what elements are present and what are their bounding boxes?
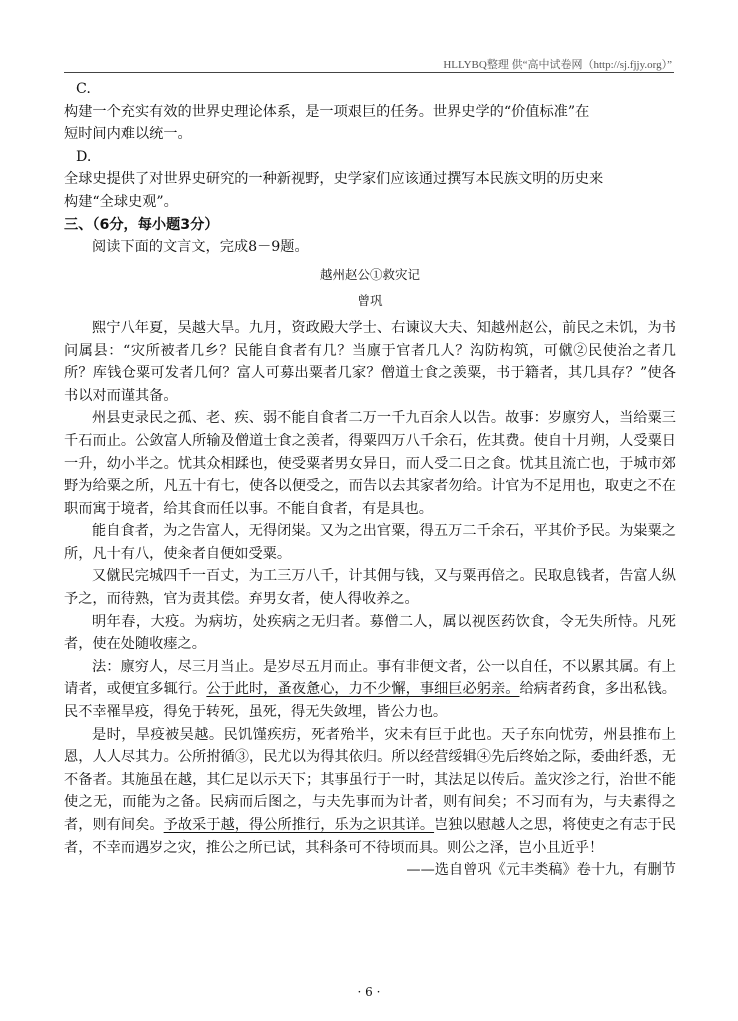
option-c-label: C. (76, 81, 91, 97)
header-divider (64, 72, 674, 73)
paragraph-6-part-a: 法：廪穷人，尽三月当止。是岁尽五月而止。事有非便文者，公一以自任，不以累其属。有上请者，或便宜多辄行。 (64, 658, 676, 698)
section-heading: 三、（6分，每小题3分） (64, 216, 219, 233)
section-intro: 阅读下面的文言文，完成8－9题。 (92, 239, 309, 256)
underlined-sentence-1: 公于此时，蚤夜惫心，力不少懈，事细巨必躬亲。 (206, 681, 520, 698)
paragraph-7-part-a: 是时，旱疫被吴越。民饥馑疾疠，死者殆半，灾未有巨于此也。天子东向忧劳，州县推布上恩，人人尽其力。公所拊循③，民尤以为得其依归。所以经营绥辑④先后终始之际，委曲纤悉，无不备者。其施虽在越，其仁足以示天下；其事虽行于一时，其法足以传后。盖灾沴之行，治世不能使之无，而能为之备。民病而后图之，与夫先事而为计者，则有间矣；不习而有为，与夫素得之者，则有间矣。 (64, 726, 676, 833)
option-c-text-line1: 构建一个充实有效的世界史理论体系，是一项艰巨的任务。世界史学的“价值标准”在 (64, 103, 590, 120)
paragraph-5: 明年春，大疫。为病坊，处疾病之无归者。募僧二人，属以视医药饮食，令无失所恃。凡死者，使在处随收瘗之。 (64, 613, 676, 653)
paragraph-2: 州县吏录民之孤、老、疾、弱不能自食者二万一千九百余人以告。故事：岁廪穷人，当给粟三千石而止。公敛富人所输及僧道士食之羡者，得粟四万八千余石，佐其费。使自十月朔，人受粟日一升，幼小半之。忧其众相蹂也，使受粟者男女异日，而人受二日之食。忧其且流亡也，于城市郊野为给粟之所，凡五十有七，使各以便受之，而告以去其家者勿给。计官为不足用也，取吏之不在职而寓于境者，给其食而任以事。不能自食者，有是具也。 (64, 410, 676, 517)
page-number: · 6 · (357, 985, 381, 999)
option-d-text-line2: 构建“全球史观”。 (64, 193, 178, 210)
document-body (64, 78, 676, 882)
paragraph-7-part-b: 岂独以慰越人之思，将使吏之有志于民者，不幸而遇岁之灾，推公之所已试，其科条可不待顷而具。则公之泽，岂小且近乎！ (64, 817, 676, 856)
article-title: 越州赵公①救灾记 (319, 266, 420, 282)
paragraph-3: 能自食者，为之告富人，无得闭粜。又为之出官粟，得五万二千余石，平其价予民。为粜粟之所，凡十有八，使籴者自便如受粟。 (64, 523, 676, 562)
option-d-label: D. (76, 148, 92, 165)
paragraph-7 (64, 724, 676, 860)
paragraph-6 (64, 656, 676, 724)
option-d-text-line1: 全球史提供了对世界史研究的一种新视野，史学家们应该通过撰写本民族文明的历史来 (64, 171, 604, 188)
option-c-text-line2: 短时间内难以统一。 (64, 126, 192, 143)
paragraph-1: 熙宁八年夏，吴越大旱。九月，资政殿大学士、右谏议大夫、知越州赵公，前民之未饥，为书问属县：“灾所被者几乡？民能自食者有几？当廪于官者几人？沟防构筑，可僦②民使治之者几所？库钱仓粟可发者几何？富人可募出粟者几家？僧道士食之羡粟，书于籍者，其几具存？”使各书以对而谨其备。 (64, 319, 676, 404)
paragraph-4: 又僦民完城四千一百丈，为工三万八千，计其佣与钱，又与粟再倍之。民取息钱者，告富人纵予之，而待熟，官为责其偿。弃男女者，使人得收养之。 (64, 568, 676, 608)
underlined-sentence-2: 予故采于越，得公所推行，乐为之识其详。 (163, 817, 435, 833)
header-note: HLLYBQ整理 供“高中试卷网（http://sj.fjjy.org）” (443, 59, 672, 71)
article-source: ——选自曾巩《元丰类稿》卷十九，有删节 (406, 862, 676, 879)
article-author: 曾巩 (357, 293, 383, 309)
paragraph-6-part-b: 给病者药食，多出私钱。民不幸罹旱疫，得免于转死，虽死，得无失敛埋，皆公力也。 (64, 681, 676, 721)
